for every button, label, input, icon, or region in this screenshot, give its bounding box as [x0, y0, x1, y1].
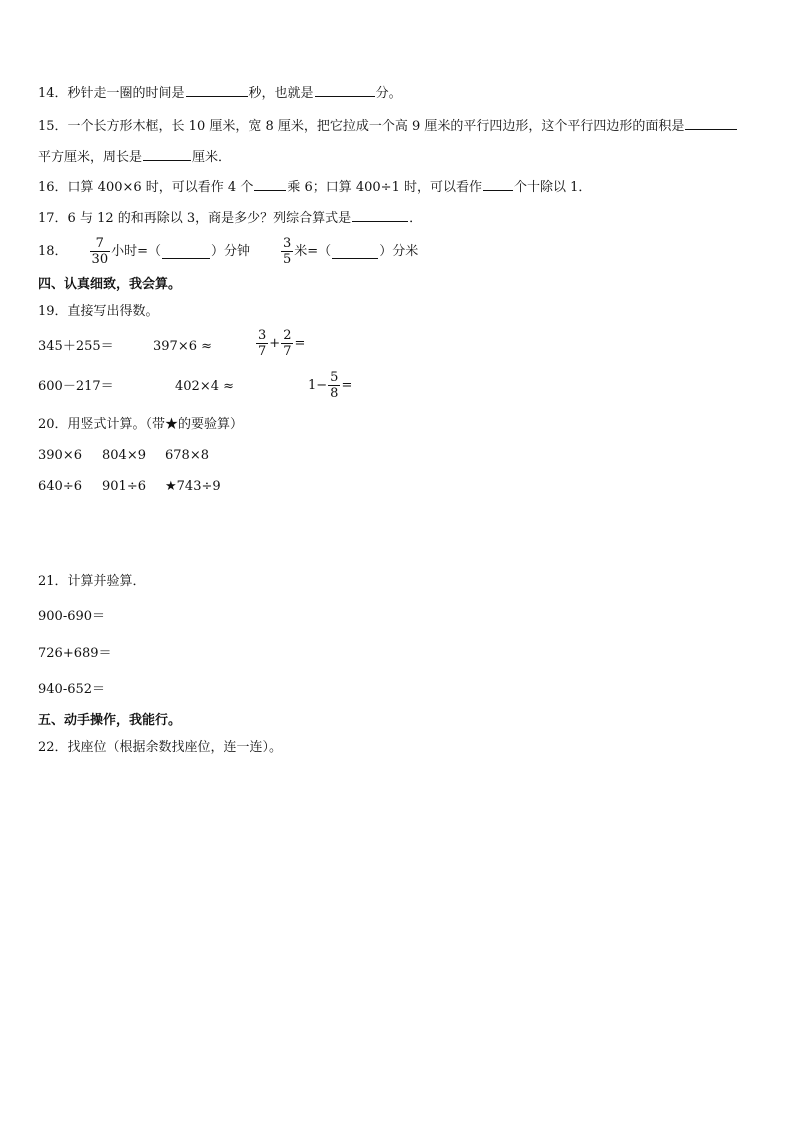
plus-sign: + [269, 335, 281, 351]
equals-sign: = [341, 377, 353, 393]
vertical-calc-item: ★743÷9 [165, 479, 221, 494]
question-15-cont [38, 147, 231, 167]
question-19-title: 19．直接写出得数。 [38, 304, 159, 319]
q14-text-a: 14．秒针走一圈的时间是 [38, 86, 185, 101]
q17-text-b: ． [409, 211, 423, 226]
question-18-part2 [280, 236, 418, 267]
answer-blank[interactable] [352, 208, 408, 222]
q16-text-a: 16．口算 400×6 时，可以看作 4 个 [38, 180, 254, 195]
answer-blank[interactable] [162, 245, 210, 259]
answer-blank[interactable] [254, 177, 286, 191]
question-18 [38, 236, 250, 267]
calc-expression-fraction [255, 328, 305, 359]
equals-sign: = [294, 335, 306, 351]
calc-expression: 397×6 ≈ [153, 339, 213, 354]
answer-blank[interactable] [332, 245, 378, 259]
q15-text-a: 15．一个长方形木框，长 10 厘米，宽 8 厘米，把它拉成一个高 9 厘米的平行四边形，这个平行四边形的面积是 [38, 119, 685, 134]
check-calc-item: 726+689＝ [38, 646, 112, 661]
fraction: $\frac{3}{5}$ [283, 236, 292, 267]
vertical-calc-item: 804×9 [102, 448, 146, 463]
q16-text-c: 个十除以 1． [513, 180, 592, 195]
fraction: $\frac{5}{8}$ [330, 370, 339, 401]
q18-text-1: 小时=（ [111, 243, 161, 259]
fraction: $\frac{7}{30}$ [91, 236, 109, 267]
q17-text-a: 17．6 与 12 的和再除以 3，商是多少？列综合算式是 [38, 211, 352, 226]
answer-blank[interactable] [186, 83, 248, 97]
vertical-calc-item: 640÷6 [38, 479, 82, 494]
q15-text-c: 厘米． [192, 150, 232, 165]
q18-text-2b: ）分米 [379, 243, 419, 259]
question-15 [38, 116, 738, 136]
q14-text-b: 秒，也就是 [248, 86, 314, 101]
vertical-calc-item: 678×8 [165, 448, 209, 463]
fraction: $\frac{3}{7}$ [258, 328, 267, 359]
answer-blank[interactable] [143, 147, 191, 161]
question-21-title: 21．计算并验算． [38, 574, 146, 589]
calc-expression: 345＋255＝ [38, 339, 114, 354]
q18-text-2: 米=（ [294, 243, 332, 259]
section-heading-4: 四、认真细致，我会算。 [38, 277, 182, 292]
question-16 [38, 177, 591, 197]
vertical-calc-item: 901÷6 [102, 479, 146, 494]
answer-blank[interactable] [685, 116, 737, 130]
q15-text-b: 平方厘米，周长是 [38, 150, 143, 165]
calc-expression: 402×4 ≈ [175, 379, 235, 394]
q16-text-b: 乘 6；口算 400÷1 时，可以看作 [287, 180, 482, 195]
question-22: 22．找座位（根据余数找座位，连一连）。 [38, 740, 283, 755]
answer-blank[interactable] [483, 177, 513, 191]
answer-blank[interactable] [315, 83, 375, 97]
one-minus: 1− [308, 377, 328, 393]
question-14 [38, 83, 402, 103]
check-calc-item: 940-652＝ [38, 682, 106, 697]
q18-prefix: 18． [38, 243, 68, 259]
question-17 [38, 208, 422, 228]
q14-text-c: 分。 [375, 86, 402, 101]
fraction: $\frac{2}{7}$ [283, 328, 292, 359]
q18-text-1b: ）分钟 [211, 243, 251, 259]
calc-expression-fraction [308, 370, 352, 401]
calc-expression: 600－217＝ [38, 379, 114, 394]
section-heading-5: 五、动手操作，我能行。 [38, 713, 182, 728]
check-calc-item: 900-690＝ [38, 609, 106, 624]
vertical-calc-item: 390×6 [38, 448, 82, 463]
question-20-title: 20．用竖式计算。（带★的要验算） [38, 417, 244, 432]
